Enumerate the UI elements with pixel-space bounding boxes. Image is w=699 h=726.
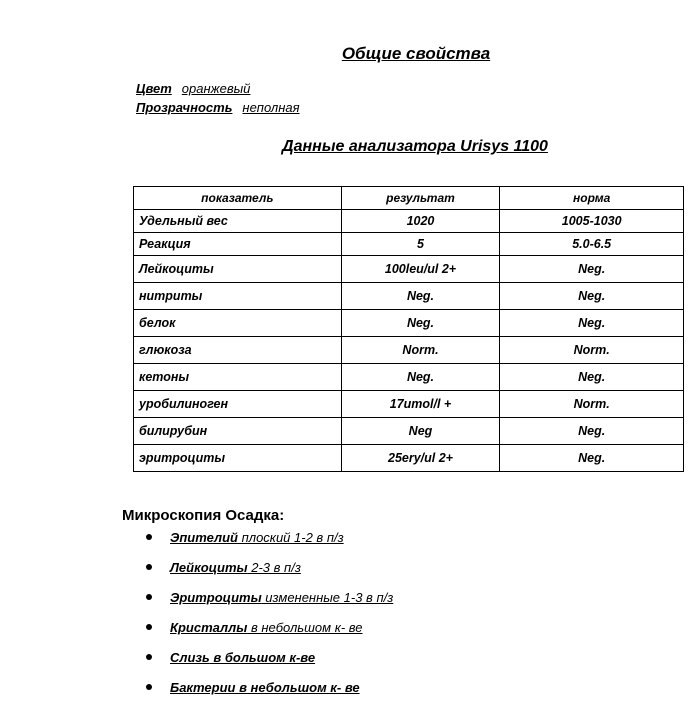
row-norm: Neg.: [500, 310, 684, 337]
microscopy-label: Кристаллы: [170, 620, 248, 635]
microscopy-list: [140, 526, 393, 706]
table-row: [134, 391, 684, 418]
row-norm: Neg.: [500, 283, 684, 310]
color-property: [136, 81, 250, 96]
clarity-property: [136, 100, 300, 115]
row-norm: Norm.: [500, 337, 684, 364]
microscopy-value: в небольшом к- ве: [247, 620, 363, 635]
general-properties-title: Общие свойства: [341, 44, 491, 63]
table-header-row: [134, 187, 684, 210]
table-row: [134, 283, 684, 310]
row-result: 17umol/l +: [341, 391, 500, 418]
list-item: [140, 646, 393, 676]
row-norm: Neg.: [500, 418, 684, 445]
bullet-icon: [146, 594, 152, 600]
header-norm: норма: [500, 187, 684, 210]
row-name: билирубин: [134, 418, 342, 445]
header-indicator: показатель: [134, 187, 342, 210]
row-result: 1020: [341, 210, 500, 233]
microscopy-label: Эритроциты: [170, 590, 262, 605]
bullet-icon: [146, 624, 152, 630]
clarity-value: неполная: [242, 100, 300, 115]
bullet-icon: [146, 534, 152, 540]
row-result: Norm.: [341, 337, 500, 364]
microscopy-value: в большом к-ве: [209, 650, 316, 665]
color-label: Цвет: [136, 81, 172, 96]
color-value: оранжевый: [181, 81, 251, 96]
row-norm: Neg.: [500, 364, 684, 391]
table-row: [134, 418, 684, 445]
row-result: 25ery/ul 2+: [341, 445, 500, 472]
table-row: [134, 233, 684, 256]
row-name: Лейкоциты: [134, 256, 342, 283]
microscopy-label: Бактерии: [170, 680, 236, 695]
microscopy-value: 2-3 в п/з: [247, 560, 301, 575]
list-item: [140, 586, 393, 616]
bullet-icon: [146, 564, 152, 570]
microscopy-label: Эпителий: [170, 530, 238, 545]
list-item: [140, 526, 393, 556]
microscopy-label: Лейкоциты: [170, 560, 248, 575]
table-row: [134, 210, 684, 233]
clarity-label: Прозрачность: [136, 100, 233, 115]
row-name: глюкоза: [134, 337, 342, 364]
row-name: кетоны: [134, 364, 342, 391]
row-name: нитриты: [134, 283, 342, 310]
row-name: Удельный вес: [134, 210, 342, 233]
row-norm: Norm.: [500, 391, 684, 418]
microscopy-value: плоский 1-2 в п/з: [237, 530, 344, 545]
row-result: Neg.: [341, 283, 500, 310]
table-row: [134, 337, 684, 364]
analyzer-title: Данные анализатора Urisys 1100: [282, 138, 548, 155]
row-norm: Neg.: [500, 445, 684, 472]
bullet-icon: [146, 654, 152, 660]
row-name: Реакция: [134, 233, 342, 256]
list-item: [140, 676, 393, 706]
row-result: 100leu/ul 2+: [341, 256, 500, 283]
row-name: белок: [134, 310, 342, 337]
row-result: 5: [341, 233, 500, 256]
row-norm: 1005-1030: [500, 210, 684, 233]
header-result: результат: [341, 187, 500, 210]
table-row: [134, 364, 684, 391]
microscopy-value: измененные 1-3 в п/з: [261, 590, 394, 605]
microscopy-label: Слизь: [170, 650, 210, 665]
table-row: [134, 310, 684, 337]
microscopy-title: Микроскопия Осадка:: [122, 507, 285, 524]
analyzer-table: [133, 186, 684, 472]
row-norm: Neg.: [500, 256, 684, 283]
row-name: эритроциты: [134, 445, 342, 472]
row-result: Neg.: [341, 310, 500, 337]
list-item: [140, 616, 393, 646]
row-name: уробилиноген: [134, 391, 342, 418]
row-result: Neg: [341, 418, 500, 445]
bullet-icon: [146, 684, 152, 690]
table-row: [134, 256, 684, 283]
page-top-edge: [0, 0, 699, 6]
row-norm: 5.0-6.5: [500, 233, 684, 256]
microscopy-value: в небольшом к- ве: [235, 680, 360, 695]
table-row: [134, 445, 684, 472]
list-item: [140, 556, 393, 586]
row-result: Neg.: [341, 364, 500, 391]
